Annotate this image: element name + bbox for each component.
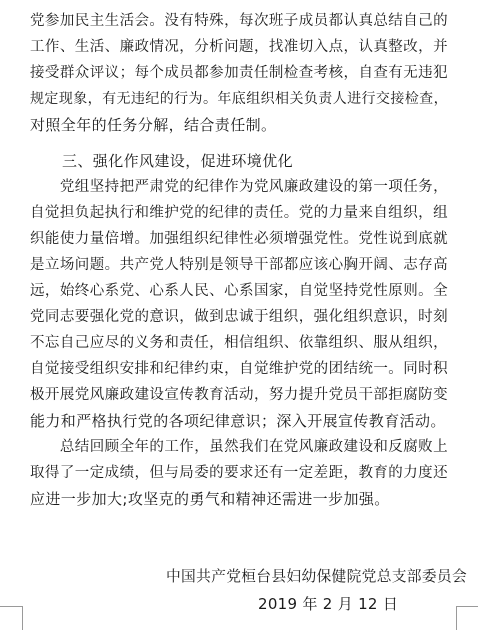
paragraph-2-line: 织能使力量倍增。加强组织纪律性必须增强党性。党性说到底就 xyxy=(30,231,448,247)
paragraph-1-line: 工作、生活、廉政情况，分析问题，找准切入点，认真整改，并 xyxy=(30,39,448,55)
paragraph-2-line: 极开展党风廉政建设宣传教育活动，努力提升党员干部拒腐防变 xyxy=(30,387,448,403)
paragraph-2-line: 能力和严格执行党的各项纪律意识；深入开展宣传教育活动。 xyxy=(30,412,446,430)
paragraph-3-line: 应进一步加大;攻坚克的勇气和精神还需进一步加强。 xyxy=(30,490,390,508)
paragraph-2-line: 自觉担负起执行和维护党的纪律的责任。党的力量来自组织，组 xyxy=(30,205,448,221)
signature-date: 2019 年 2 月 12 日 xyxy=(258,595,399,613)
paragraph-2-line: 远，始终心系党、心系人民、心系国家，自觉坚持党性原则。全 xyxy=(30,283,448,299)
crop-mark-right-horizontal xyxy=(456,606,478,607)
paragraph-2-line: 不忘自己应尽的义务和责任，相信组织、依靠组织、服从组织， xyxy=(30,335,448,351)
paragraph-3-line: 取得了一定成绩，但与局委的要求还有一定差距，教育的力度还 xyxy=(30,465,448,481)
paragraph-1-line: 对照全年的任务分解，结合责任制。 xyxy=(30,116,277,134)
paragraph-1-line: 接受群众评议；每个成员都参加责任制检查考核，自查有无违犯 xyxy=(30,65,448,81)
section-heading: 三、强化作风建设，促进环境优化 xyxy=(62,152,294,170)
paragraph-2-line: 是立场问题。共产党人特别是领导干部都应该心胸开阔、志存高 xyxy=(30,257,448,273)
paragraph-2 xyxy=(30,174,448,434)
paragraph-1 xyxy=(30,8,448,138)
paragraph-2-line: 自觉接受组织安排和纪律约束，自觉维护党的团结统一。同时积 xyxy=(30,361,448,377)
paragraph-2-line: 党同志要强化党的意识，做到忠诚于组织，强化组织意识，时刻 xyxy=(30,309,448,325)
crop-mark-left-vertical xyxy=(22,606,23,630)
paragraph-1-line: 规定现象，有无违纪的行为。年底组织相关负责人进行交接检查， xyxy=(30,91,448,107)
paragraph-1-line: 党参加民主生活会。没有特殊，每次班子成员都认真总结自己的 xyxy=(30,13,448,29)
crop-mark-right-vertical xyxy=(456,606,457,630)
crop-mark-left-horizontal xyxy=(0,606,23,607)
paragraph-3 xyxy=(30,434,448,512)
paragraph-2-line: 党组坚持把严肃党的纪律作为党风廉政建设的第一项任务， xyxy=(30,179,448,195)
signature-organization: 中国共产党桓台县妇幼保健院党总支部委员会 xyxy=(166,568,467,585)
paragraph-3-line: 总结回顾全年的工作，虽然我们在党风廉政建设和反腐败上 xyxy=(30,439,448,455)
